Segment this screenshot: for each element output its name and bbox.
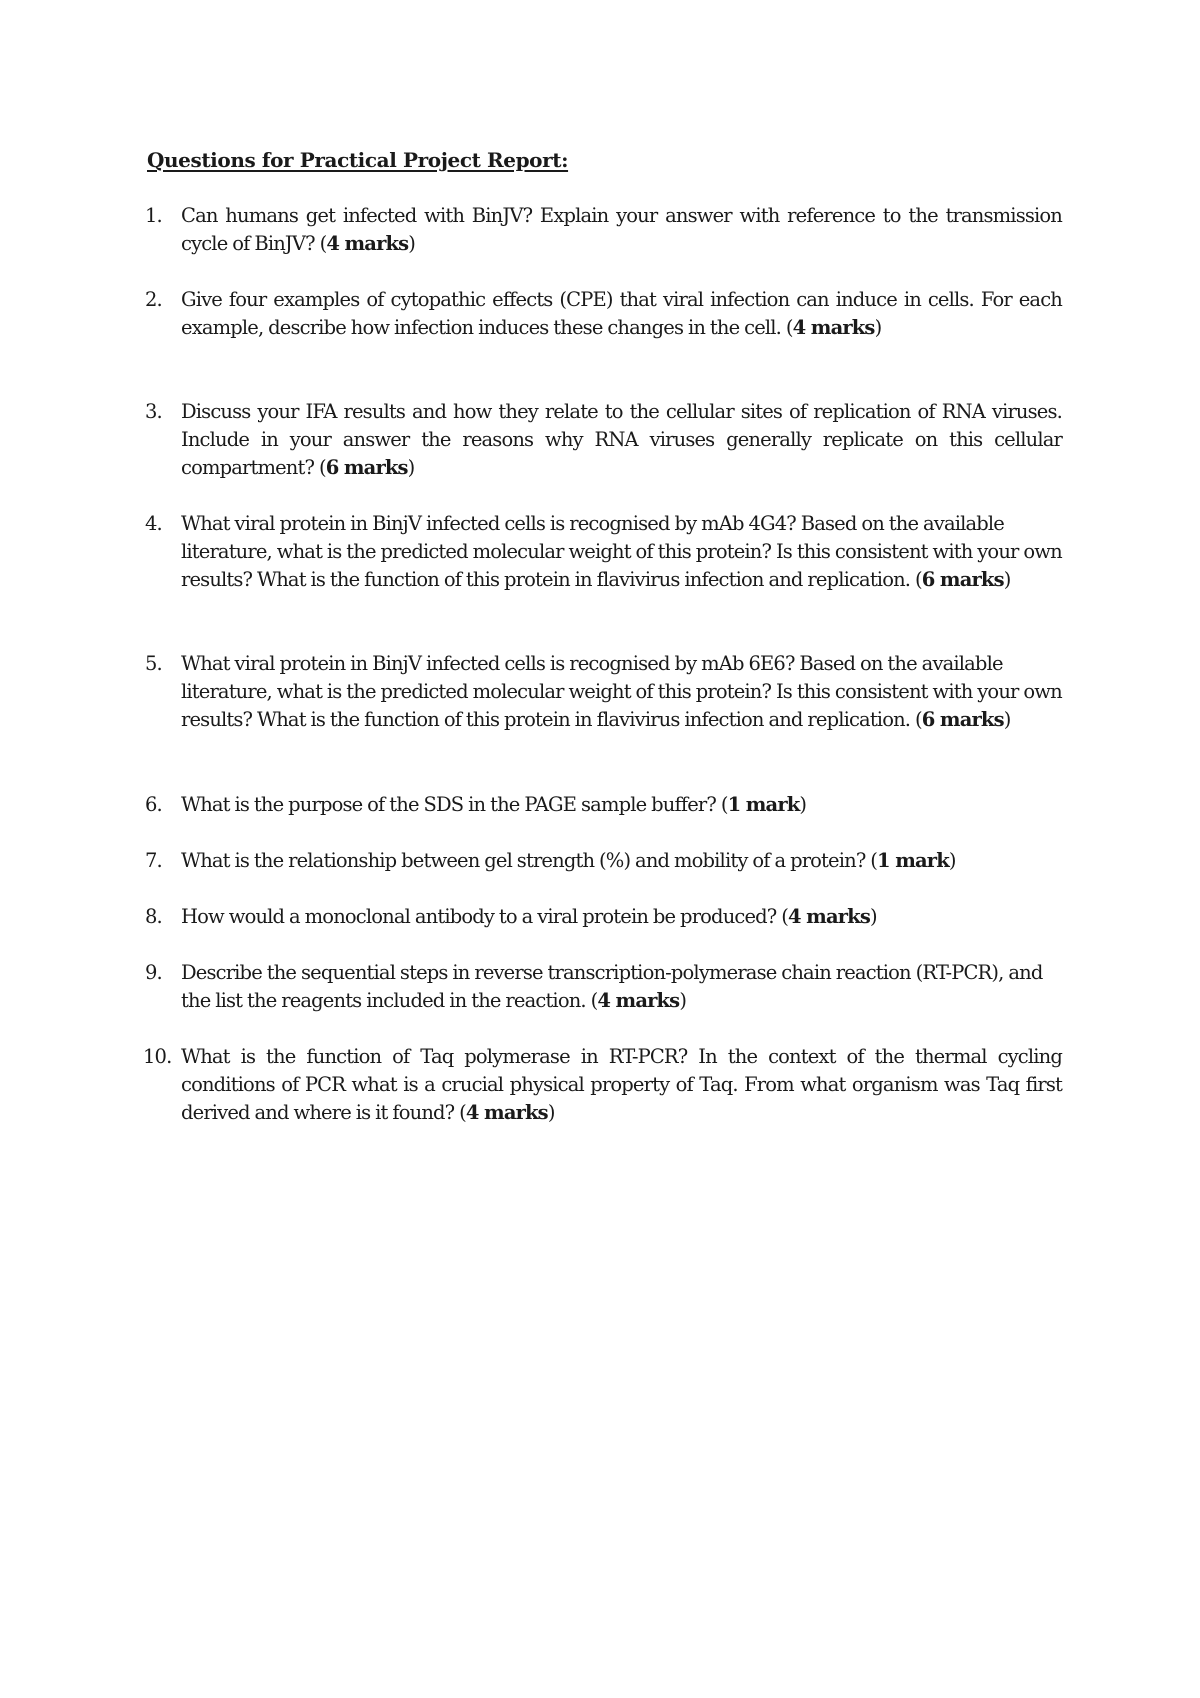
question-text: Give four examples of cytopathic effects (CPE) that viral infection can induce in cells. For each example, describe how infection induces these changes in the cell. <box>181 288 1062 340</box>
document-title: Questions for Practical Project Report: <box>147 148 569 172</box>
question-marks: 6 marks <box>921 708 1004 732</box>
question-text: What is the purpose of the SDS in the PAGE sample buffer? <box>181 793 716 816</box>
question-number: 8. <box>145 905 162 928</box>
question-number: 10. <box>143 1045 172 1068</box>
question-6: 6. What is the purpose of the SDS in the PAGE sample buffer? (1 mark) <box>181 791 1062 819</box>
question-5: 5. What viral protein in BinjV infected cells is recognised by mAb 6E6? Based on the available literature, what is the predicted molecular weight of this protein? Is this consistent with your own results? What is the function of this protein in flavivirus infection and replication. (6 marks) <box>145 652 1062 732</box>
question-text: What is the function of Taq polymerase in RT-PCR? In the context of the thermal cycling conditions of PCR what is a crucial physical property of Taq. From what organism was Taq first derived and where is it found? <box>181 1045 1062 1125</box>
question-4: 4. What viral protein in BinjV infected cells is recognised by mAb 4G4? Based on the available literature, what is the predicted molecular weight of this protein? Is this consistent with your own results? What is the function of this protein in flavivirus infection and replication. (6 marks) <box>145 512 1062 592</box>
question-8: 8. How would a monoclonal antibody to a viral protein be produced? (4 marks) <box>181 903 1062 931</box>
question-marks: 4 marks <box>792 316 875 340</box>
question-number: 1. <box>145 204 162 227</box>
question-number: 3. <box>145 400 162 423</box>
question-text: Discuss your IFA results and how they relate to the cellular sites of replication of RNA viruses. Include in your answer the reasons why RNA viruses generally replicate on this cellular compartment? <box>181 400 1062 480</box>
question-text: Can humans get infected with BinJV? Explain your answer with reference to the transmission cycle of BinJV? <box>181 204 1062 256</box>
question-marks: 4 marks <box>597 989 680 1013</box>
question-text: What viral protein in BinjV infected cells is recognised by mAb 6E6? Based on the available literature, what is the predicted molecular weight of this protein? Is this consistent with your own results? What is the function of this protein in flavivirus infection and replication. <box>181 652 1062 732</box>
question-1: 1. Can humans get infected with BinJV? Explain your answer with reference to the transmission cycle of BinJV? (4 marks) <box>145 204 1062 256</box>
question-3: 3. Discuss your IFA results and how they relate to the cellular sites of replication of RNA viruses. Include in your answer the reasons why RNA viruses generally replicate on this cellular compartment? (6 marks) <box>145 400 1062 480</box>
question-9: 9. Describe the sequential steps in reverse transcription-polymerase chain reaction (RT-PCR), and the list the reagents included in the reaction. (4 marks) <box>145 961 1043 1013</box>
question-10: 10. What is the function of Taq polymerase in RT-PCR? In the context of the thermal cycling conditions of PCR what is a crucial physical property of Taq. From what organism was Taq first derived and where is it found? (4 marks) <box>143 1045 1062 1125</box>
question-text: What is the relationship between gel strength (%) and mobility of a protein? <box>181 849 866 872</box>
question-text: Describe the sequential steps in reverse transcription-polymerase chain reaction (RT-PCR), and the list the reagents included in the reaction. <box>181 961 1043 1013</box>
question-number: 7. <box>145 849 162 872</box>
question-marks: 4 marks <box>326 232 409 256</box>
question-number: 4. <box>145 512 162 535</box>
question-marks: 6 marks <box>921 568 1004 592</box>
question-marks: 6 marks <box>325 456 408 480</box>
question-2: 2. Give four examples of cytopathic effects (CPE) that viral infection can induce in cells. For each example, describe how infection induces these changes in the cell. (4 marks) <box>145 288 1062 340</box>
question-number: 6. <box>145 793 162 816</box>
question-7: 7. What is the relationship between gel strength (%) and mobility of a protein? (1 mark) <box>181 847 1062 875</box>
question-marks: 1 mark <box>727 793 800 816</box>
question-text: What viral protein in BinjV infected cells is recognised by mAb 4G4? Based on the available literature, what is the predicted molecular weight of this protein? Is this consistent with your own results? What is the function of this protein in flavivirus infection and replication. <box>181 512 1062 592</box>
question-number: 9. <box>145 961 162 984</box>
question-text: How would a monoclonal antibody to a viral protein be produced? <box>181 905 777 928</box>
question-marks: 4 marks <box>788 905 870 928</box>
question-number: 2. <box>145 288 162 311</box>
question-marks: 4 marks <box>465 1101 548 1125</box>
question-number: 5. <box>145 652 162 675</box>
question-marks: 1 mark <box>877 849 949 872</box>
